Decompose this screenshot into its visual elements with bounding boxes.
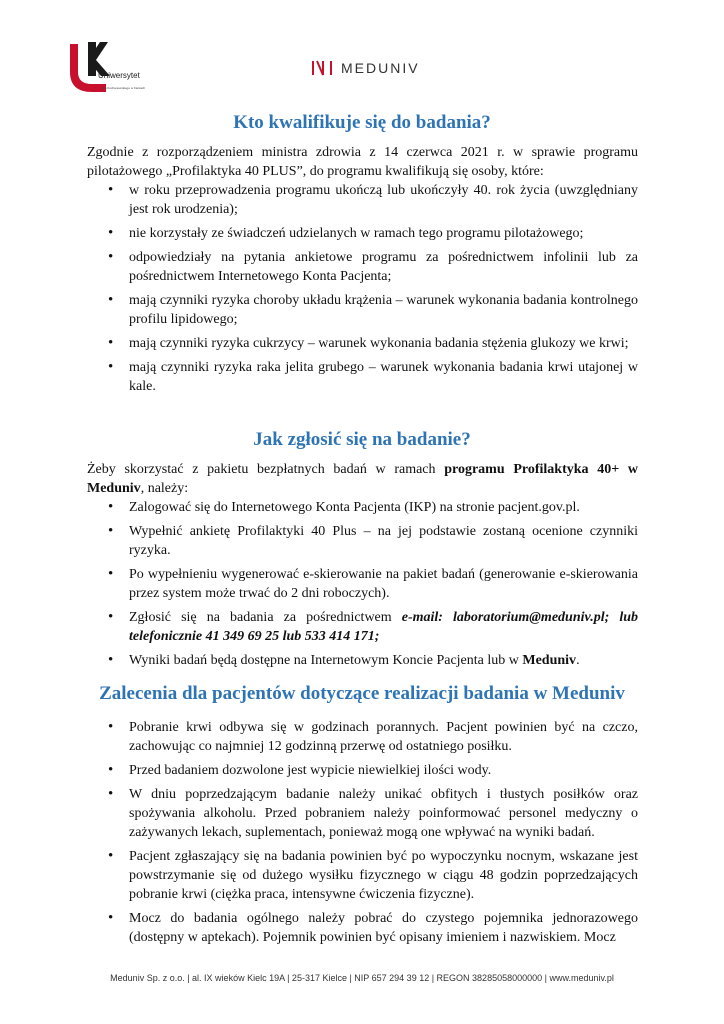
qualification-intro: Zgodnie z rozporządzeniem ministra zdrowia z 14 czerwca 2021 r. w sprawie programu pilotażowego „Profilaktyka 40 PLUS”, do programu kwalifikują się osoby, które: bbox=[87, 145, 638, 179]
list-item: • mają czynniki ryzyka choroby układu krążenia – warunek wykonania badania kontrolnego profilu lipidowego; bbox=[87, 291, 638, 329]
list-item: • mają czynniki ryzyka cukrzycy – warunek wykonania badania stężenia glukozy we krwi; bbox=[87, 334, 638, 353]
meduniv-logo-text: MEDUNIV bbox=[341, 60, 420, 76]
list-item: • W dniu poprzedzającym badanie należy unikać obfitych i tłustych posiłków oraz spożywania alkoholu. Przed pobraniem należy poinformować personel medyczny o zażywanych lekach, suplementach, ponieważ mogą one wpływać na wyniki badań. bbox=[87, 785, 638, 842]
list-item: • Przed badaniem dozwolone jest wypicie niewielkiej ilości wody. bbox=[87, 761, 638, 780]
list-item: • mają czynniki ryzyka raka jelita grubego – warunek wykonania badania krwi utajonej w kale. bbox=[87, 358, 638, 396]
contact-info: e-mail: laboratorium@meduniv.pl; lub telefonicznie 41 349 69 25 lub 533 414 171; bbox=[129, 610, 638, 644]
section-heading-how-to-apply: Jak zgłosić się na badanie? bbox=[253, 429, 471, 450]
recommendations-list bbox=[87, 718, 638, 952]
list-item: • Wypełnić ankietę Profilaktyki 40 Plus – na jej podstawie zostaną ocenione czynniki ryzyka. bbox=[87, 522, 638, 560]
list-item: • Mocz do badania ogólnego należy pobrać do czystego pojemnika jednorazowego (dostępny w aptekach). Pojemnik powinien być opisany imieniem i nazwiskiem. Mocz bbox=[87, 909, 638, 947]
meduniv-mark-icon bbox=[311, 59, 333, 77]
list-item: • Zgłosić się na badania za pośrednictwem e-mail: laboratorium@meduniv.pl; lub telefonicznie 41 349 69 25 lub 533 414 171; bbox=[87, 608, 638, 646]
list-item: • Wyniki badań będą dostępne na Internetowym Koncie Pacjenta lub w Meduniv. bbox=[87, 651, 638, 670]
list-item: • nie korzystały ze świadczeń udzielanych w ramach tego programu pilotażowego; bbox=[87, 224, 638, 243]
qualification-list bbox=[87, 181, 638, 401]
list-item: • Po wypełnieniu wygenerować e-skierowanie na pakiet badań (generowanie e-skierowania przez system może trwać do 2 dni roboczych). bbox=[87, 565, 638, 603]
list-item: • Pacjent zgłaszający się na badania powinien być po wypoczynku nocnym, wskazane jest powstrzymanie się od dużego wysiłku fizycznego w ciągu 48 godzin poprzedzających pobranie krwi (ciężka praca, intensywne ćwiczenia fizyczne). bbox=[87, 847, 638, 904]
uk-logo-text: Uniwersytet bbox=[98, 71, 140, 80]
section-heading-recommendations: Zalecenia dla pacjentów dotyczące realizacji badania w Meduniv bbox=[99, 683, 625, 704]
how-to-apply-list bbox=[87, 498, 638, 675]
section-heading-qualification: Kto kwalifikuje się do badania? bbox=[233, 112, 491, 133]
list-item: • Zalogować się do Internetowego Konta Pacjenta (IKP) na stronie pacjent.gov.pl. bbox=[87, 498, 638, 517]
uk-logo-subtext: Jana Kochanowskiego w Kielcach bbox=[100, 86, 146, 90]
how-to-apply-intro: Żeby skorzystać z pakietu bezpłatnych badań w ramach programu Profilaktyka 40+ w Meduniv, należy: bbox=[87, 462, 638, 496]
list-item: • Pobranie krwi odbywa się w godzinach porannych. Pacjent powinien być na czczo, zachowując co najmniej 12 godzinną przerwę od ostatniego posiłku. bbox=[87, 718, 638, 756]
list-item: • w roku przeprowadzenia programu ukończą lub ukończyły 40. rok życia (uwzględniany jest rok urodzenia); bbox=[87, 181, 638, 219]
page-footer: Meduniv Sp. z o.o. | al. IX wieków Kielc 19A | 25-317 Kielce | NIP 657 294 39 12 | REGON 38285058000000 | www.meduniv.pl bbox=[110, 973, 614, 983]
list-item: • odpowiedziały na pytania ankietowe programu za pośrednictwem infolinii lub za pośrednictwem Internetowego Konta Pacjenta; bbox=[87, 248, 638, 286]
meduniv-logo bbox=[311, 59, 420, 77]
